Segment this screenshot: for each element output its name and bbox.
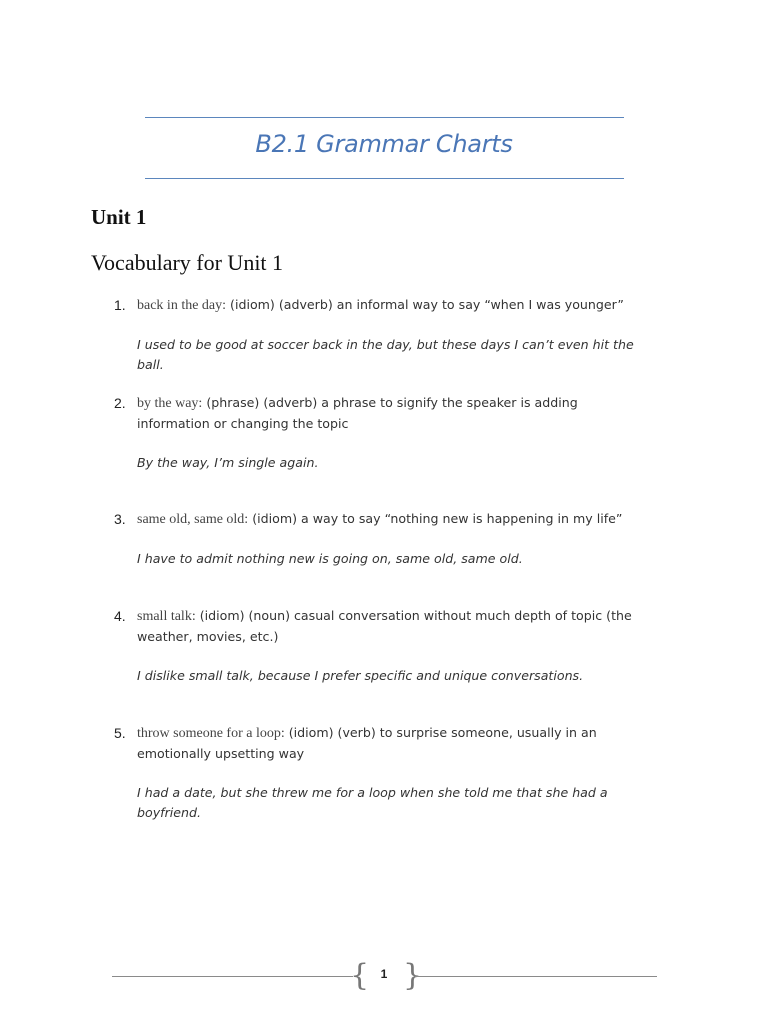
- entry-number: 4.: [114, 608, 126, 624]
- title-rule-top: [145, 117, 624, 118]
- entry-text: [137, 393, 654, 434]
- entry-term: small talk:: [137, 609, 196, 624]
- entry-example: I dislike small talk, because I prefer specific and unique conversations.: [137, 668, 584, 683]
- entry-number: 5.: [114, 725, 126, 741]
- entry-number: 1.: [114, 297, 126, 313]
- entry-term: throw someone for a loop:: [137, 726, 285, 741]
- entry-example: By the way, I’m single again.: [137, 455, 319, 470]
- entry-definition: (phrase) (adverb) a phrase to signify the speaker is adding information or changing the topic: [137, 395, 578, 431]
- footer-brace-right: }: [403, 958, 423, 993]
- vocab-entry-1: [114, 295, 654, 375]
- entry-definition: (idiom) (adverb) an informal way to say “when I was younger”: [226, 297, 624, 312]
- vocab-entry-3: [114, 509, 654, 569]
- vocab-entry-4: [114, 606, 654, 686]
- document-title: B2.1 Grammar Charts: [255, 130, 513, 158]
- entry-number: 3.: [114, 511, 126, 527]
- entry-term: back in the day:: [137, 298, 227, 313]
- entry-number: 2.: [114, 395, 126, 411]
- footer-rule-left: [112, 976, 353, 977]
- vocab-entry-5: [114, 723, 654, 823]
- entry-term: by the way:: [137, 396, 203, 411]
- title-rule-bottom: [145, 178, 624, 179]
- vocabulary-heading: Vocabulary for Unit 1: [91, 250, 284, 275]
- entry-definition: (idiom) (noun) casual conversation without much depth of topic (the weather, movies, etc.): [137, 608, 632, 644]
- entry-example: I have to admit nothing new is going on, same old, same old.: [137, 551, 523, 566]
- entry-text: [137, 509, 654, 530]
- entry-text: [137, 606, 654, 647]
- footer-brace-left: {: [350, 958, 370, 993]
- unit-heading: Unit 1: [91, 205, 147, 229]
- entry-text: [137, 723, 654, 764]
- footer-rule-right: [415, 976, 657, 977]
- vocab-entry-2: [114, 393, 654, 473]
- entry-text: [137, 295, 654, 316]
- entry-definition: (idiom) (verb) to surprise someone, usually in an emotionally upsetting way: [137, 725, 597, 761]
- entry-term: same old, same old:: [137, 512, 249, 527]
- page-number: 1: [380, 967, 388, 981]
- entry-definition: (idiom) a way to say “nothing new is happening in my life”: [248, 511, 623, 526]
- entry-example: I used to be good at soccer back in the day, but these days I can’t even hit the ball.: [137, 337, 634, 372]
- entry-example: I had a date, but she threw me for a loop when she told me that she had a boyfriend.: [137, 785, 608, 820]
